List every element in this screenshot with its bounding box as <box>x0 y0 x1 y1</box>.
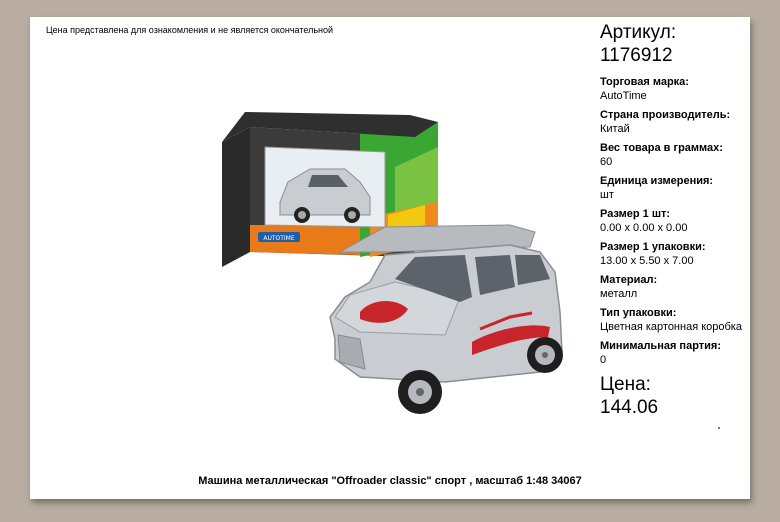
product-title: Машина металлическая "Offroader classic" спорт , масштаб 1:48 34067 <box>198 475 582 487</box>
spec-package-size <box>600 240 750 268</box>
spec-country <box>600 108 750 136</box>
spec-label: Материал: <box>600 274 658 286</box>
price-label: Цена: <box>600 374 651 395</box>
spec-value: Китай <box>600 123 630 135</box>
spec-value: металл <box>600 288 638 300</box>
spec-label: Минимальная партия: <box>600 340 721 352</box>
box-brand-logo: AUTOTIME <box>263 235 295 242</box>
spec-unit <box>600 174 750 202</box>
spec-value: 0 <box>600 354 607 366</box>
product-card <box>30 17 750 499</box>
spec-label: Тип упаковки: <box>600 307 677 319</box>
spec-label: Страна производитель: <box>600 109 731 121</box>
price-notice: Цена представлена для ознакомления и не является окончательной <box>46 25 334 35</box>
spec-value: 60 <box>600 156 613 168</box>
product-image <box>210 107 590 447</box>
artikul-value: 1176912 <box>600 45 673 66</box>
spec-label: Размер 1 шт: <box>600 208 671 220</box>
spec-package-type <box>600 306 750 334</box>
spec-value: Цветная картонная коробка <box>600 321 742 333</box>
spec-value: 0.00 x 0.00 x 0.00 <box>600 222 688 234</box>
spec-weight <box>600 141 750 169</box>
spec-value: шт <box>600 189 614 201</box>
spec-list <box>600 75 750 372</box>
spec-material <box>600 273 750 301</box>
spec-label: Размер 1 упаковки: <box>600 241 706 253</box>
price-value: 144.06 <box>600 397 659 418</box>
artikul-label: Артикул: <box>600 22 677 43</box>
spec-label: Единица измерения: <box>600 175 714 187</box>
spec-value: AutoTime <box>600 90 647 102</box>
spec-brand <box>600 75 750 103</box>
product-image-svg <box>210 107 590 447</box>
spec-item-size <box>600 207 750 235</box>
spec-label: Торговая марка: <box>600 76 689 88</box>
spec-value: 13.00 x 5.50 x 7.00 <box>600 255 694 267</box>
dot-mark <box>718 427 720 429</box>
spec-label: Вес товара в граммах: <box>600 142 723 154</box>
spec-min-batch <box>600 339 750 367</box>
